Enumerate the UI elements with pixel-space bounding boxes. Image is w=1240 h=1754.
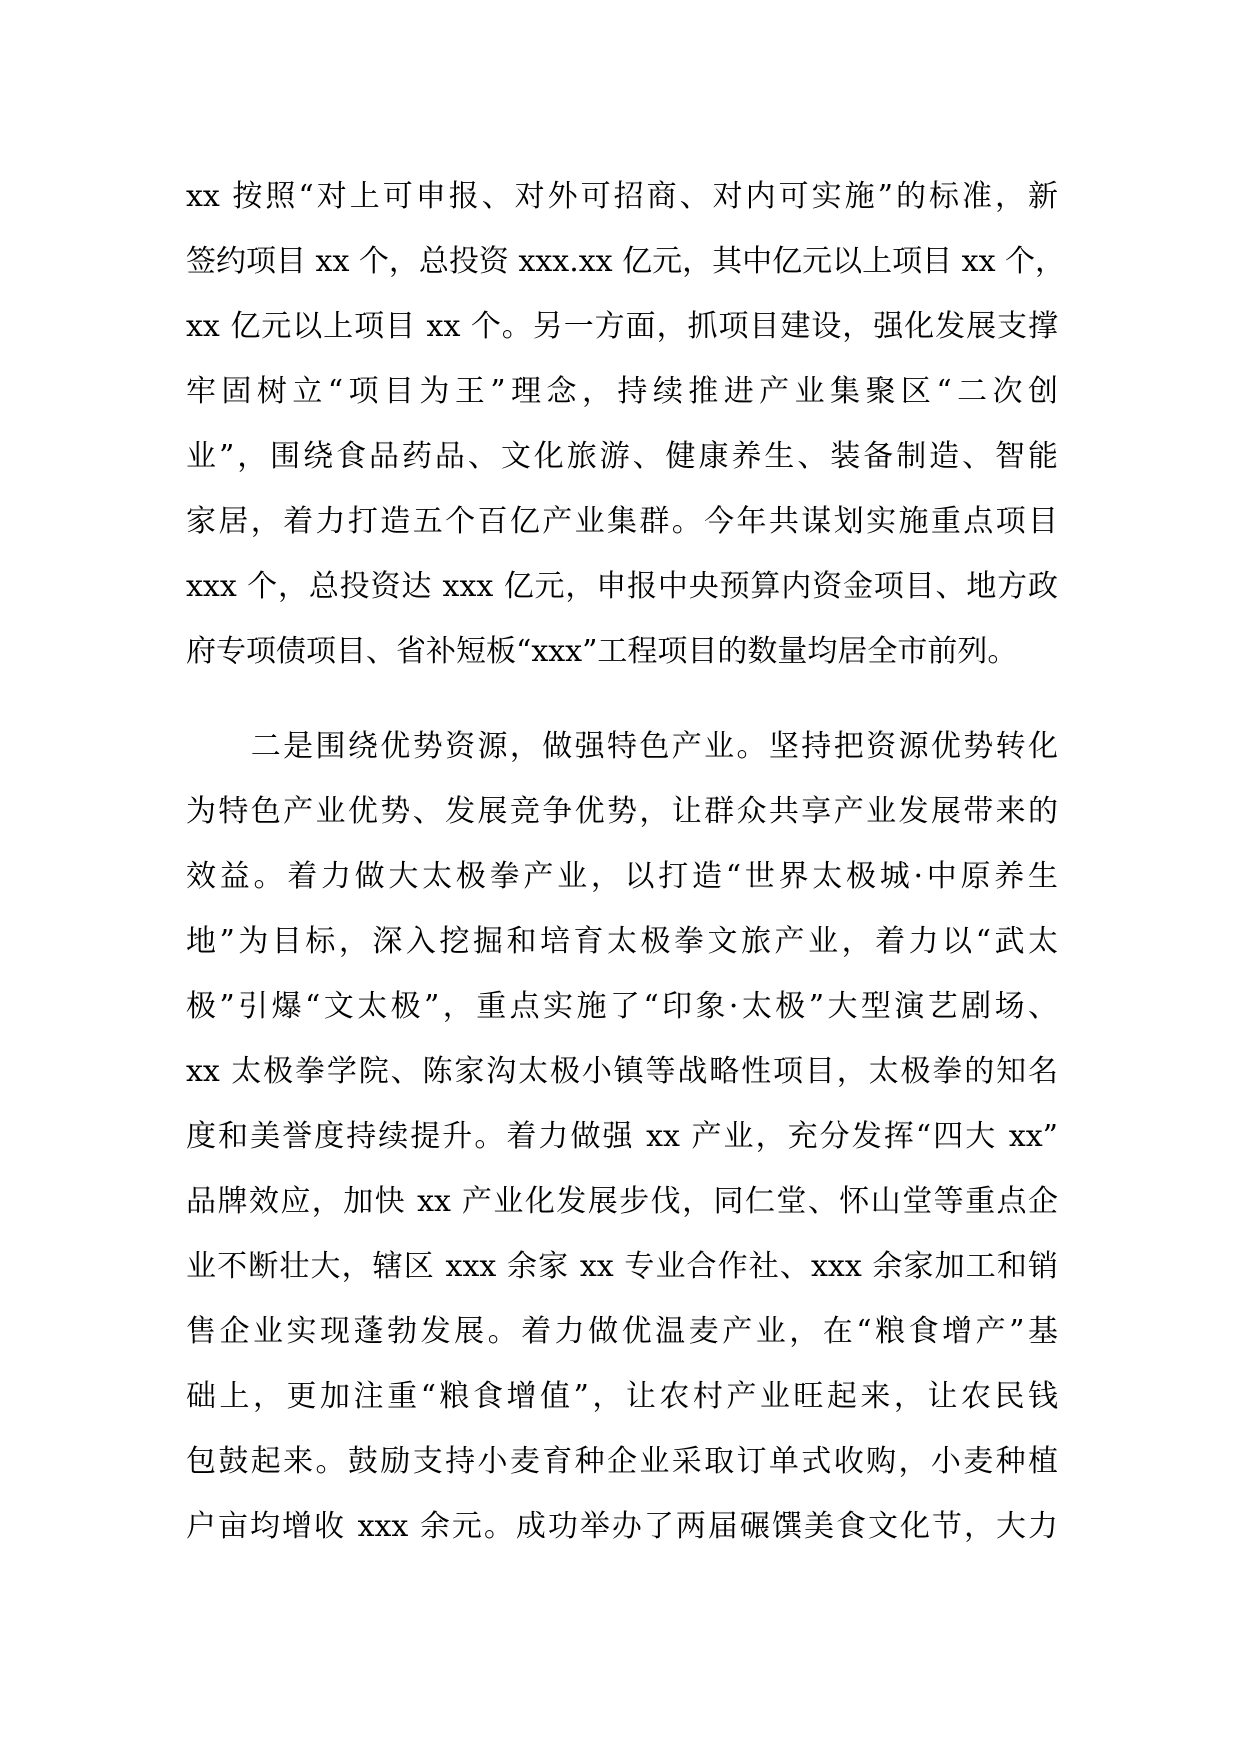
text-line: 度和美誉度持续提升。着力做强 xx 产业，充分发挥“四大 xx” <box>186 1119 1058 1154</box>
text-line: 极”引爆“文太极”，重点实施了“印象·太极”大型演艺剧场、 <box>186 989 1058 1024</box>
text-line: 品牌效应，加快 xx 产业化发展步伐，同仁堂、怀山堂等重点企 <box>186 1184 1058 1219</box>
text-line: xx 亿元以上项目 xx 个。另一方面，抓项目建设，强化发展支撑 <box>186 309 1058 344</box>
text-line: xxx 个，总投资达 xxx 亿元，申报中央预算内资金项目、地方政 <box>186 569 1058 604</box>
text-line: 签约项目 xx 个，总投资 xxx.xx 亿元，其中亿元以上项目 xx 个， <box>186 244 1066 279</box>
text-line: 家居，着力打造五个百亿产业集群。今年共谋划实施重点项目 <box>186 504 1058 539</box>
paragraph-projects <box>186 164 1066 684</box>
text-line: 地”为目标，深入挖掘和培育太极拳文旅产业，着力以“武太 <box>186 924 1058 959</box>
text-line: 户亩均增收 xxx 余元。成功举办了两届碾馔美食文化节，大力 <box>186 1509 1058 1544</box>
text-line: 效益。着力做大太极拳产业，以打造“世界太极城·中原养生 <box>186 859 1058 894</box>
text-line: 础上，更加注重“粮食增值”，让农村产业旺起来，让农民钱 <box>186 1379 1058 1414</box>
text-line: 业”，围绕食品药品、文化旅游、健康养生、装备制造、智能 <box>186 439 1058 474</box>
text-line: 为特色产业优势、发展竞争优势，让群众共享产业发展带来的 <box>186 794 1058 829</box>
text-line: 府专项债项目、省补短板“xxx”工程项目的数量均居全市前列。 <box>186 634 1018 669</box>
text-line: 牢固树立“项目为王”理念，持续推进产业集聚区“二次创 <box>186 374 1058 409</box>
text-line: xx 按照“对上可申报、对外可招商、对内可实施”的标准，新 <box>186 179 1058 214</box>
text-line: 业不断壮大，辖区 xxx 余家 xx 专业合作社、xxx 余家加工和销 <box>186 1249 1058 1284</box>
text-line: 售企业实现蓬勃发展。着力做优温麦产业，在“粮食增产”基 <box>186 1314 1058 1349</box>
paragraph-characteristic-industries <box>186 714 1058 1559</box>
text-line: 包鼓起来。鼓励支持小麦育种企业采取订单式收购，小麦种植 <box>186 1444 1058 1479</box>
text-line: xx 太极拳学院、陈家沟太极小镇等战略性项目，太极拳的知名 <box>186 1054 1058 1089</box>
text-line: 二是围绕优势资源，做强特色产业。坚持把资源优势转化 <box>186 729 1058 764</box>
